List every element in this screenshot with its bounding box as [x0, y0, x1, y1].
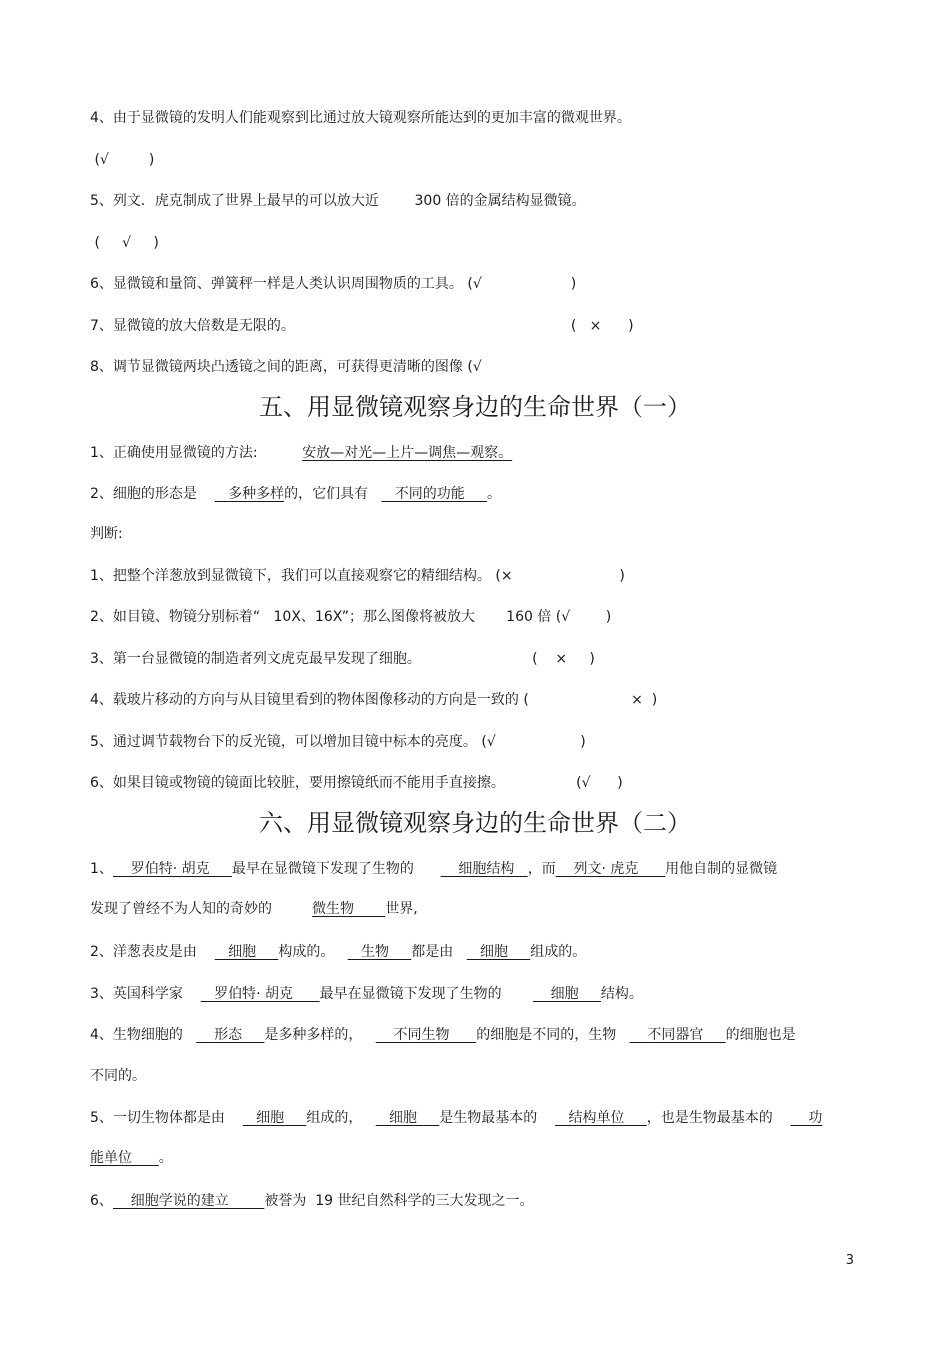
- s6-q5-answer-4: 功: [790, 1110, 823, 1126]
- s6-q4-prefix: 4、生物细胞的: [90, 1027, 197, 1043]
- s6-q2-answer-3: 细胞: [466, 944, 531, 960]
- item-4-2-answer: ( √ ): [90, 235, 159, 251]
- s6-q4-answer-2: 不同生物: [375, 1027, 477, 1043]
- s6-q3-answer-1: 罗伯特· 胡克: [200, 986, 320, 1002]
- s6-q4-answer-3: 不同器官: [629, 1027, 726, 1043]
- item-4-1-answer: (√ ): [90, 152, 155, 168]
- item-4-4: 7、显微镜的放大倍数是无限的。 ( × ): [90, 318, 634, 334]
- s6-q6-prefix: 6、: [90, 1193, 113, 1209]
- s6-q5-text-1: 组成的，: [306, 1110, 376, 1126]
- s6-q6-answer-1: 细胞学说的建立: [112, 1193, 265, 1209]
- s6-q5-answer-2: 细胞: [375, 1110, 440, 1126]
- s6-q1-answer-2: 细胞结构: [440, 861, 528, 877]
- s6-q1-text-3: 用他自制的显微镜: [665, 861, 778, 877]
- s6-q5-prefix: 5、一切生物体都是由: [90, 1110, 243, 1126]
- s6-q2: [90, 942, 586, 962]
- s6-q4: [90, 1025, 796, 1045]
- s5-q1: [90, 443, 512, 463]
- s5-q1-answer: 安放—对光—上片—调焦—观察。: [302, 445, 513, 461]
- s6-q1-line2-prefix: 发现了曾经不为人知的奇妙的: [90, 901, 313, 917]
- s5-q2-suffix: 。: [487, 486, 502, 502]
- s6-q5-text-2: 是生物最基本的: [439, 1110, 556, 1126]
- s6-q6-text-1: 被誉为 19 世纪自然科学的三大发现之一。: [264, 1193, 534, 1209]
- s6-q1-prefix: 1、: [90, 861, 113, 877]
- s6-q2-answer-2: 生物: [347, 944, 412, 960]
- section-6-heading: 六、用显微镜观察身边的生命世界（二）: [259, 809, 691, 837]
- s6-q6: [90, 1191, 534, 1211]
- s5-q2-middle: 的，它们具有: [284, 486, 382, 502]
- s6-q1: [90, 859, 777, 879]
- s6-q2-prefix: 2、洋葱表皮是由: [90, 944, 215, 960]
- s5-judge-3: 3、第一台显微镜的制造者列文虎克最早发现了细胞。 ( × ): [90, 651, 595, 667]
- item-4-2: 5、列文．虎克制成了世界上最早的可以放大近 300 倍的金属结构显微镜。: [90, 193, 586, 209]
- s6-q5-line2-answer: 能单位: [90, 1150, 159, 1166]
- s6-q2-text-3: 组成的。: [530, 944, 587, 960]
- s5-q2-answer-2: 不同的功能: [381, 486, 488, 502]
- s6-q5-text-3: ，也是生物最基本的: [646, 1110, 791, 1126]
- s5-judge-6: 6、如果目镜或物镜的镜面比较脏，要用擦镜纸而不能用手直接擦。 (√ ): [90, 775, 623, 791]
- section-5-heading: 五、用显微镜观察身边的生命世界（一）: [259, 393, 691, 421]
- s6-q2-text-2: 都是由: [411, 944, 467, 960]
- s5-q1-prefix: 1、正确使用显微镜的方法:: [90, 445, 303, 461]
- s5-q2-prefix: 2、细胞的形态是: [90, 486, 215, 502]
- s5-judge-1: 1、把整个洋葱放到显微镜下，我们可以直接观察它的精细结构。 (× ): [90, 568, 625, 584]
- s6-q3-text-2: 结构。: [600, 986, 643, 1002]
- item-4-3: 6、显微镜和量筒、弹簧秤一样是人类认识周围物质的工具。 (√ ): [90, 276, 577, 292]
- s6-q5-line2: [90, 1148, 173, 1168]
- s6-q5-answer-3: 结构单位: [555, 1110, 647, 1126]
- s6-q1-text-2: ，而: [527, 861, 556, 877]
- s6-q2-text-1: 构成的。: [278, 944, 348, 960]
- s6-q1-answer-3: 列文· 虎克: [555, 861, 666, 877]
- s5-judge-4: 4、载玻片移动的方向与从目镜里看到的物体图像移动的方向是一致的 ( × ): [90, 692, 658, 708]
- s6-q3: [90, 984, 643, 1004]
- s6-q1-text-1: 最早在显微镜下发现了生物的: [231, 861, 441, 877]
- s6-q4-text-1: 是多种多样的，: [264, 1027, 376, 1043]
- page-number: 3: [845, 1253, 854, 1268]
- s6-q1-answer-1: 罗伯特· 胡克: [112, 861, 232, 877]
- s6-q4-answer-1: 形态: [196, 1027, 265, 1043]
- s5-q2-answer-1: 多种多样: [214, 486, 285, 502]
- s6-q4-text-2: 的细胞是不同的，生物: [476, 1027, 630, 1043]
- s6-q3-answer-2: 细胞: [532, 986, 601, 1002]
- s6-q1-answer-4: 微生物: [312, 901, 386, 917]
- s5-judge-label: 判断:: [90, 526, 123, 542]
- s5-q2: [90, 484, 501, 504]
- s6-q5-line2-suffix: 。: [158, 1150, 173, 1166]
- s5-judge-5: 5、通过调节载物台下的反光镜，可以增加目镜中标本的亮度。 (√ ): [90, 734, 586, 750]
- s6-q5: [90, 1108, 822, 1128]
- s6-q2-answer-1: 细胞: [214, 944, 279, 960]
- s6-q1-line2: [90, 899, 418, 919]
- s5-judge-2: 2、如目镜、物镜分别标着“ 10X、16X”；那么图像将被放大 160 倍 (√ ): [90, 609, 612, 625]
- item-4-1: 4、由于显微镜的发明人们能观察到比通过放大镜观察所能达到的更加丰富的微观世界。: [90, 110, 631, 126]
- s6-q3-text-1: 最早在显微镜下发现了生物的: [319, 986, 533, 1002]
- s6-q5-answer-1: 细胞: [242, 1110, 307, 1126]
- s6-q4-text-3: 的细胞也是: [725, 1027, 796, 1043]
- s6-q1-text-4: 世界,: [385, 901, 418, 917]
- item-4-5: 8、调节显微镜两块凸透镜之间的距离，可获得更清晰的图像 (√: [90, 359, 482, 375]
- s6-q3-prefix: 3、英国科学家: [90, 986, 201, 1002]
- s6-q4-line2: 不同的。: [90, 1068, 146, 1084]
